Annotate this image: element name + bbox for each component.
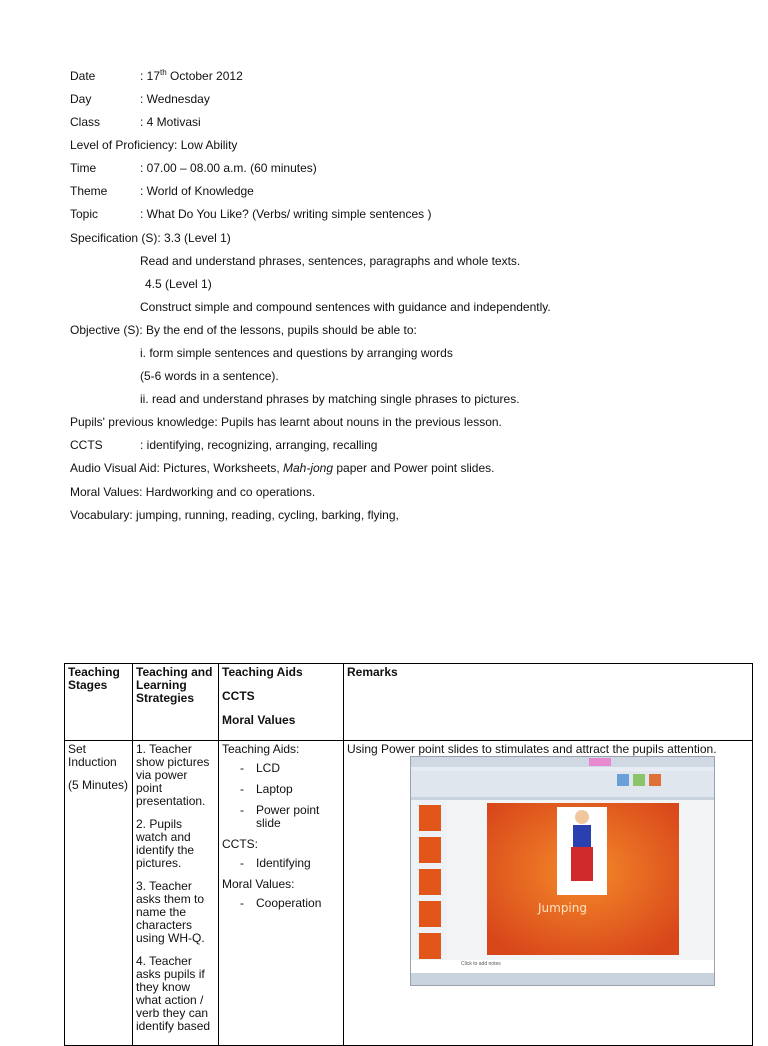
date-value: : 17th October 2012 <box>140 68 243 83</box>
title-bar <box>411 757 714 767</box>
remark-text: Using Power point slides to stimulates and attract the pupils attention. <box>347 742 717 756</box>
ribbon-arrange-icon <box>633 774 645 786</box>
aid-item: - LCD <box>240 762 340 775</box>
notes-placeholder: Click to add notes <box>461 961 501 967</box>
strategy-step: 3. Teacher asks them to name the characters using WH-Q. <box>136 879 205 945</box>
header-moral-label: Moral Values <box>222 713 296 727</box>
specification-2: Construct simple and compound sentences with guidance and independently. <box>140 300 551 314</box>
objective-2: ii. read and understand phrases by matching single phrases to pictures. <box>140 392 520 406</box>
topic-label: Topic <box>70 207 99 221</box>
moral-cell-label: Moral Values: <box>222 877 295 891</box>
contextual-tab <box>589 758 611 766</box>
aid-item: - Laptop <box>240 783 340 796</box>
header-teaching-stages: Teaching Stages <box>65 664 133 741</box>
specification-1: Read and understand phrases, sentences, paragraphs and whole texts. <box>140 254 521 268</box>
powerpoint-screenshot <box>410 756 715 986</box>
aids-cell <box>219 741 344 1046</box>
aids-label: Teaching Aids: <box>222 742 300 756</box>
topic-value: : What Do You Like? (Verbs/ writing simple sentences ) <box>140 207 432 221</box>
day-label: Day <box>70 92 92 106</box>
ccts-value: : identifying, recognizing, arranging, recalling <box>140 438 378 452</box>
slide-thumb-5 <box>419 933 441 959</box>
slide-caption: Jumping <box>537 901 587 915</box>
slide-thumb-3 <box>419 869 441 895</box>
time-value: : 07.00 – 08.00 a.m. (60 minutes) <box>140 161 317 175</box>
stage-cell <box>65 741 133 1046</box>
header-aids <box>219 664 344 741</box>
objective-1b: (5-6 words in a sentence). <box>140 369 279 383</box>
aid-item: - Power point slide <box>240 804 340 830</box>
header-aids-label: Teaching Aids <box>222 665 303 679</box>
objective-line: Objective (S): By the end of the lessons, pupils should be able to: <box>70 323 417 337</box>
ribbon-shape-icon <box>617 774 629 786</box>
ccts-cell-label: CCTS: <box>222 837 258 851</box>
slide-thumb-2 <box>419 837 441 863</box>
boy-shirt <box>573 825 591 847</box>
ribbon-style-icon <box>649 774 661 786</box>
taskbar <box>411 973 714 985</box>
notes-pane <box>411 960 714 973</box>
vocabulary: Vocabulary: jumping, running, reading, cycling, barking, flying, <box>70 508 399 522</box>
ccts-item: - Identifying <box>240 857 340 870</box>
audio-visual-aid: Audio Visual Aid: Pictures, Worksheets, Mah-jong paper and Power point slides. <box>70 461 495 475</box>
stage-name: Set Induction <box>68 742 117 769</box>
proficiency-level: Level of Proficiency: Low Ability <box>70 138 238 152</box>
powerpoint-window-graphic <box>411 757 714 985</box>
objective-1: i. form simple sentences and questions by arranging words <box>140 346 453 360</box>
boy-trousers <box>571 847 593 881</box>
ccts-label: CCTS <box>70 438 103 452</box>
boy-head <box>575 810 589 824</box>
moral-values: Moral Values: Hardworking and co operations. <box>70 485 316 499</box>
ribbon <box>411 771 714 797</box>
specification-2-level: 4.5 (Level 1) <box>145 277 212 291</box>
slide-thumb-1 <box>419 805 441 831</box>
strategy-step: 2. Pupils watch and identify the pictures. <box>136 817 195 870</box>
theme-value: : World of Knowledge <box>140 184 254 198</box>
strategy-step: 4. Teacher asks pupils if they know what action / verb they can identify based <box>136 954 211 1033</box>
class-label: Class <box>70 115 101 129</box>
header-remarks: Remarks <box>344 664 753 741</box>
strategy-step: 1. Teacher show pictures via power point presentation. <box>136 742 210 808</box>
header-ccts-label: CCTS <box>222 689 255 703</box>
specification-line: Specification (S): 3.3 (Level 1) <box>70 231 231 245</box>
theme-label: Theme <box>70 184 108 198</box>
class-value: : 4 Motivasi <box>140 115 201 129</box>
moral-item: - Cooperation <box>240 897 340 910</box>
header-strategies: Teaching and Learning Strategies <box>133 664 219 741</box>
table-header-row <box>65 664 753 741</box>
day-value: : Wednesday <box>140 92 210 106</box>
time-label: Time <box>70 161 97 175</box>
previous-knowledge: Pupils' previous knowledge: Pupils has learnt about nouns in the previous lesson. <box>70 415 502 429</box>
stage-duration: (5 Minutes) <box>68 778 129 792</box>
strategies-cell <box>133 741 219 1046</box>
date-label: Date <box>70 69 96 83</box>
